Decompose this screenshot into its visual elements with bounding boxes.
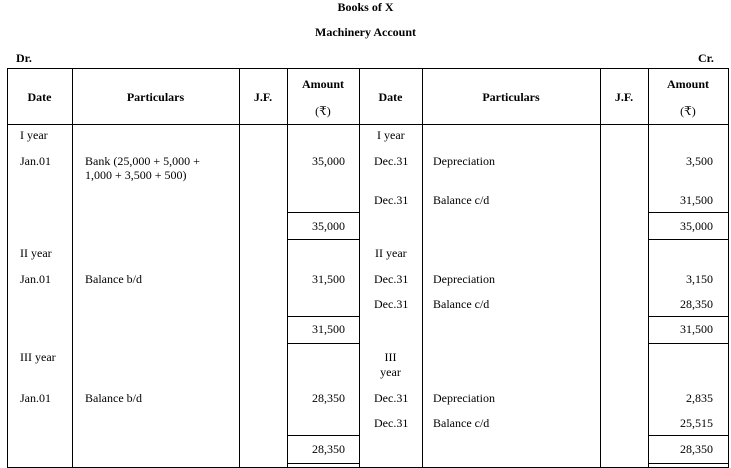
- col-border: [287, 68, 288, 468]
- amount-cr: 28,350: [680, 297, 713, 311]
- particulars-cr: Depreciation: [433, 391, 495, 405]
- total-dr: 31,500: [312, 322, 345, 336]
- date-cr: Dec.31: [374, 272, 409, 286]
- year-label-cr: III: [384, 350, 397, 364]
- particulars-cr: Balance c/d: [433, 297, 490, 311]
- header-rupee-dr: (₹): [315, 104, 331, 118]
- col-border: [728, 68, 729, 468]
- particulars-cr: Balance c/d: [433, 193, 490, 207]
- header-amount-dr: Amount: [301, 77, 344, 91]
- header-date-cr: Date: [378, 90, 403, 104]
- particulars-cr: Depreciation: [433, 154, 495, 168]
- total-cr: 28,350: [680, 442, 713, 456]
- year-label-dr: II year: [20, 246, 52, 260]
- col-border: [7, 68, 8, 468]
- year-label-cr: II year: [375, 246, 407, 260]
- total-dr: 35,000: [312, 219, 345, 233]
- amount-dr: 31,500: [312, 272, 345, 286]
- col-border: [422, 68, 423, 468]
- particulars-dr: Bank (25,000 + 5,000 +: [85, 154, 200, 168]
- header-amount-cr: Amount: [666, 77, 709, 91]
- header-rupee-cr: (₹): [680, 104, 696, 118]
- header-particulars-cr: Particulars: [482, 90, 540, 104]
- date-cr: Dec.31: [374, 416, 409, 430]
- amount-dr: 28,350: [312, 391, 345, 405]
- year-label-dr: I year: [20, 128, 48, 142]
- date-cr: Dec.31: [374, 297, 409, 311]
- total-cr: 35,000: [680, 219, 713, 233]
- col-border: [72, 68, 73, 468]
- header-jf-cr: J.F.: [614, 90, 634, 104]
- date-dr: Jan.01: [20, 391, 51, 405]
- header-jf-dr: J.F.: [253, 90, 273, 104]
- header-date-dr: Date: [27, 90, 52, 104]
- amount-cr: 3,500: [686, 154, 713, 168]
- table-top-border: [7, 68, 729, 69]
- col-border: [648, 68, 649, 468]
- date-cr: Dec.31: [374, 154, 409, 168]
- year-label-cr-cont: year: [380, 365, 401, 379]
- amount-cr: 3,150: [686, 272, 713, 286]
- date-dr: Jan.01: [20, 272, 51, 286]
- particulars-cr: Balance c/d: [433, 416, 490, 430]
- amount-cr: 25,515: [680, 416, 713, 430]
- particulars-dr-cont: 1,000 + 3,500 + 500): [85, 168, 187, 182]
- year-label-cr: I year: [377, 128, 405, 142]
- date-cr: Dec.31: [374, 193, 409, 207]
- amount-cr: 2,835: [686, 391, 713, 405]
- header-bottom-border: [7, 124, 729, 125]
- amount-dr: 35,000: [312, 154, 345, 168]
- debit-label: Dr.: [16, 51, 32, 65]
- credit-label: Cr.: [698, 51, 714, 65]
- particulars-cr: Depreciation: [433, 272, 495, 286]
- header-particulars-dr: Particulars: [126, 90, 185, 104]
- date-dr: Jan.01: [20, 154, 51, 168]
- col-border: [359, 68, 360, 468]
- total-cr: 31,500: [680, 322, 713, 336]
- col-border: [239, 68, 240, 468]
- particulars-dr: Balance b/d: [85, 391, 142, 405]
- year-label-dr: III year: [20, 350, 56, 364]
- particulars-dr: Balance b/d: [85, 272, 142, 286]
- amount-cr: 31,500: [680, 193, 713, 207]
- date-cr: Dec.31: [374, 391, 409, 405]
- book-title: Books of X: [337, 0, 394, 14]
- col-border: [600, 68, 601, 468]
- account-title: Machinery Account: [315, 25, 416, 39]
- total-dr: 28,350: [312, 442, 345, 456]
